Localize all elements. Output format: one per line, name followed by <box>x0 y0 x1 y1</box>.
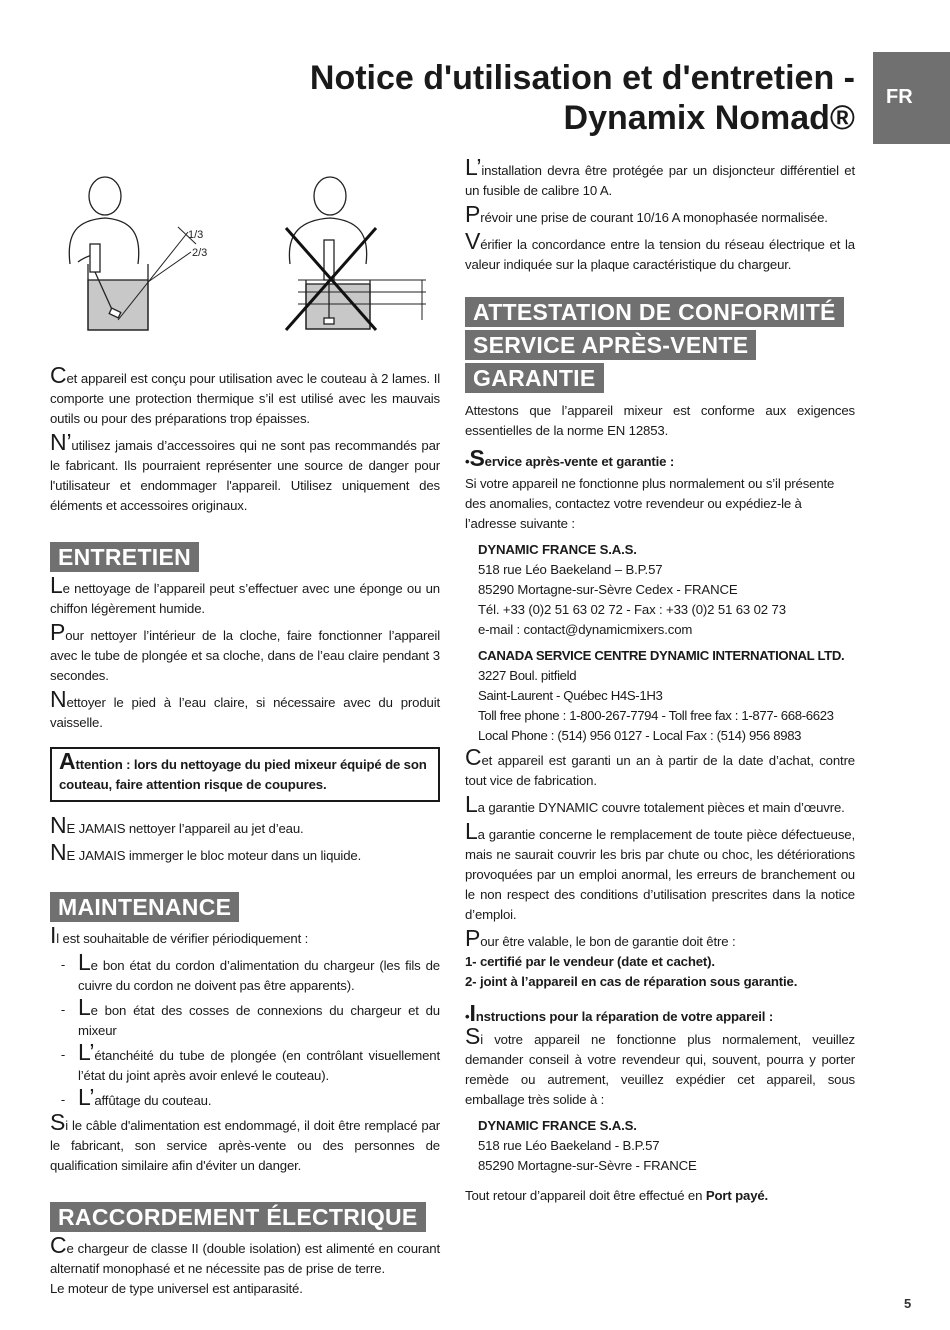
intro-paragraph-2: N’utilisez jamais d’accessoires qui ne sont pas recommandés par le fabricant. Ils pourraient représenter une source de danger pour l'utilisateur et endommager l'appareil. Utilisez uniquement des éléments et accessoires originaux. <box>50 429 440 513</box>
raccordement-paragraph-2: L’installation devra être protégée par un disjoncteur différentiel et un fusible de calibre 10 A. <box>465 154 855 198</box>
warning-box: Attention : lors du nettoyage du pied mixeur équipé de son couteau, faire attention risque de coupures. <box>50 747 440 802</box>
attestation-headings <box>465 297 855 393</box>
section-heading-maintenance: MAINTENANCE <box>50 892 239 922</box>
entretien-paragraph-2: Pour nettoyer l’intérieur de la cloche, faire fonctionner l’appareil avec le tube de plongée et sa cloche, dans de l’eau claire pendant 3 secondes. <box>50 619 440 683</box>
entretien-paragraph-1: Le nettoyage de l’appareil peut s’effectuer avec une éponge ou un chiffon légèrement humide. <box>50 572 440 616</box>
repair-paragraph: Si votre appareil ne fonctionne plus normalement, veuillez demander conseil à votre revendeur qui, souvent, pourra y porter remède ou autrement, veuillez expédier cet appareil, sous emballage très solide à : <box>465 1023 855 1107</box>
address-block-france: DYNAMIC FRANCE S.A.S. 518 rue Léo Baekeland – B.P.57 85290 Mortagne-sur-Sèvre Cedex - FRANCE Tél. +33 (0)2 51 63 02 72 - Fax : +33 (0)2 51 63 02 73 e-mail : contact@dynamicmixers.com <box>478 542 786 637</box>
correct-usage-figure <box>69 177 196 330</box>
usage-illustration <box>58 172 448 342</box>
fraction-mid-label: 2/3 <box>192 247 208 259</box>
raccordement-paragraph-4: Vérifier la concordance entre la tension du réseau électrique et la valeur indiquée sur la plaque caractéristique du chargeur. <box>465 228 855 272</box>
fraction-top-label: 1/3 <box>188 229 204 241</box>
section-heading-attestation: ATTESTATION DE CONFORMITÉ <box>465 297 844 327</box>
return-note: Tout retour d’appareil doit être effectué en Port payé. <box>465 1188 769 1203</box>
garantie-paragraph-3: La garantie concerne le remplacement de toute pièce défectueuse, mais ne saurait couvrir les bris par chute ou choc, les détériorations provoquées par un emploi anormal, les erreurs de branchement ou le non respect des conditions d’utilisation prescrites dans la notice d’emploi. <box>465 818 855 922</box>
left-column <box>50 362 440 1305</box>
garantie-paragraph-2: La garantie DYNAMIC couvre totalement pièces et main d’œuvre. <box>465 791 845 817</box>
garantie-paragraph-1: Cet appareil est garanti un an à partir de la date d’achat, contre tout vice de fabrication. <box>465 744 855 788</box>
attestation-paragraph: Attestons que l’appareil mixeur est conforme aux exigences essentielles de la norme EN 12853. <box>465 403 855 438</box>
intro-paragraph-1: Cet appareil est conçu pour utilisation avec le couteau à 2 lames. Il comporte une protection thermique s’il est utilisé avec les mauvais outils ou pour des préparations trop épaisses. <box>50 362 440 426</box>
section-heading-entretien: ENTRETIEN <box>50 542 199 572</box>
title-line-2: Dynamix Nomad® <box>563 99 855 137</box>
section-heading-service: SERVICE APRÈS-VENTE <box>465 330 756 360</box>
repair-heading: •Instructions pour la réparation de votre appareil : <box>465 1000 774 1026</box>
page-number: 5 <box>904 1296 912 1311</box>
sav-paragraph: Si votre appareil ne fonctionne plus normalement ou s’il présente des anomalies, contactez votre revendeur ou expédiez-le à l’adresse suivante : <box>465 476 835 531</box>
list-item: - L’affûtage du couteau. <box>60 1084 212 1110</box>
section-heading-raccordement: RACCORDEMENT ÉLECTRIQUE <box>50 1202 426 1232</box>
address-block-canada: CANADA SERVICE CENTRE DYNAMIC INTERNATIONAL LTD. 3227 Boul. pitfield Saint-Laurent - Québec H4S-1H3 Toll free phone : 1-800-267-7794 - Toll free fax : 1-877- 668-6623 Local Phone : (514) 956 0127 - Local Fax : (514) 956 8983 <box>478 648 845 743</box>
address-block-repair: DYNAMIC FRANCE S.A.S. 518 rue Léo Baekeland - B.P.57 85290 Mortagne-sur-Sèvre - FRANCE <box>478 1118 697 1173</box>
page-title <box>135 58 855 138</box>
section-heading-garantie: GARANTIE <box>465 363 604 393</box>
never-spray-note: NE JAMAIS nettoyer l’appareil au jet d’eau. <box>50 812 304 838</box>
maintenance-outro: Si le câble d'alimentation est endommagé, il doit être remplacé par le fabricant, son service après-vente ou des personnes de qualification similaire afin d'éviter un danger. <box>50 1109 440 1173</box>
right-column <box>465 154 855 1212</box>
raccordement-paragraph-1: Ce chargeur de classe II (double isolation) est alimenté en courant alternatif monophasé et ne nécessite pas de prise de terre. Le moteur de type universel est antiparasité. <box>50 1232 440 1296</box>
garantie-paragraph-4: Pour être valable, le bon de garantie doit être : 1- certifié par le vendeur (date et cachet). 2- joint à l’appareil en cas de réparation sous garantie. <box>465 925 798 989</box>
title-line-1: Notice d'utilisation et d'entretien - <box>309 59 855 97</box>
never-immerse-note: NE JAMAIS immerger le bloc moteur dans un liquide. <box>50 839 362 865</box>
language-tab: FR <box>873 52 950 144</box>
entretien-paragraph-3: Nettoyer le pied à l’eau claire, si nécessaire avec du produit vaisselle. <box>50 686 440 730</box>
list-item: - Le bon état du cordon d’alimentation du chargeur (les fils de cuivre du cordon ne doivent pas être apparents). <box>60 949 440 993</box>
maintenance-intro: Il est souhaitable de vérifier périodiquement : <box>50 922 309 948</box>
raccordement-paragraph-3: Prévoir une prise de courant 10/16 A monophasée normalisée. <box>465 201 828 227</box>
list-item: - L’étanchéité du tube de plongée (en contrôlant visuellement l’état du joint après avoir enlevé le couteau). <box>60 1039 440 1083</box>
sav-heading: •Service après-vente et garantie : <box>465 445 675 471</box>
list-item: - Le bon état des cosses de connexions du chargeur et du mixeur <box>60 994 440 1038</box>
